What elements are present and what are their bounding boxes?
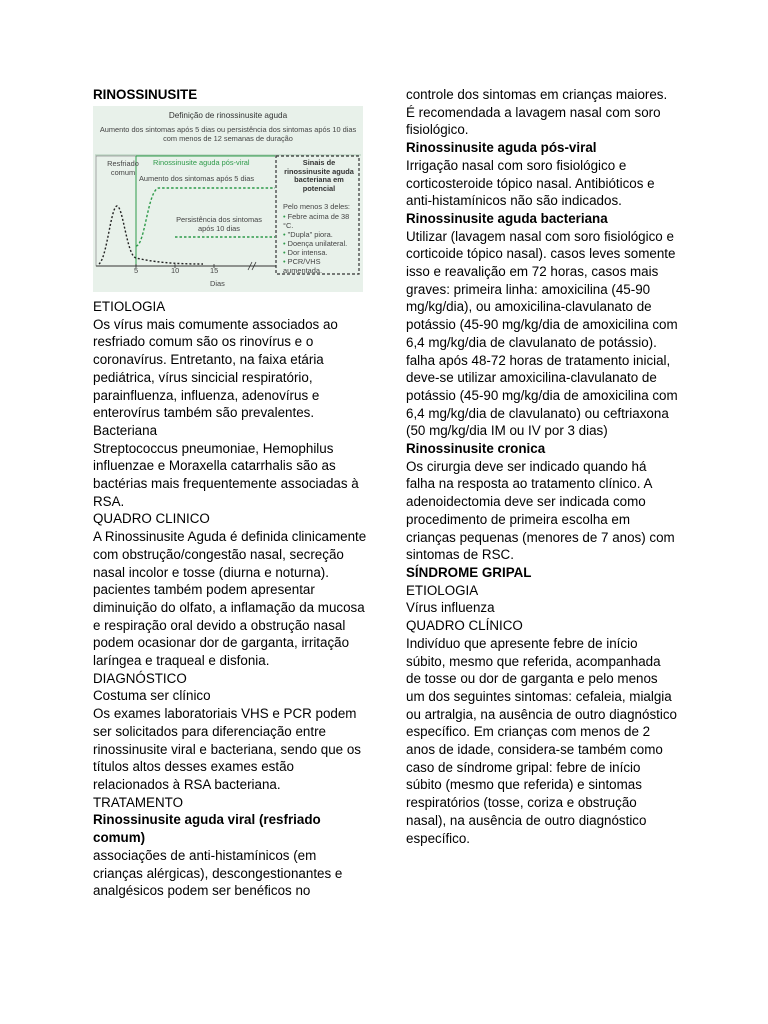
- sinais-item: • Doença unilateral.: [283, 238, 348, 248]
- left-column: [93, 86, 368, 900]
- right-column: [406, 86, 678, 847]
- paragraph: pacientes também podem apresentar diminuição do olfato, a inflamação da mucosa e respiração oral devido a obstrução nasal podem ocasionar dor de garganta, irritação laríngea e traqueal e disfonia.: [93, 582, 365, 669]
- sinais-item: • Dor intensa.: [283, 247, 328, 257]
- subheading: Rinossinusite aguda bacteriana: [406, 210, 608, 226]
- tick-label-15: 15: [210, 266, 219, 275]
- paragraph: Costuma ser clínico: [93, 688, 211, 704]
- tick-label-5: 5: [134, 266, 139, 275]
- paragraph: controle dos sintomas em crianças maiores. É recomendada a lavagem nasal com soro fisiológico.: [406, 87, 668, 138]
- label-persistencia: Persistência dos sintomas após 10 dias: [176, 215, 262, 233]
- bullet-icon: •: [283, 247, 288, 257]
- paragraph: Os cirurgia deve ser indicado quando há falha na resposta ao tratamento clínico. A adenoidectomia deve ser indicada como procedimento de primeira escolha em crianças pequenas (menores de 7 anos) com sintomas de RSC.: [406, 458, 675, 563]
- left-text: [93, 298, 368, 900]
- bullet-icon: •: [283, 229, 288, 239]
- bullet-icon: •: [283, 256, 288, 266]
- paragraph: Indivíduo que apresente febre de início súbito, mesmo que referida, acompanhada de tosse ou dor de garganta e pelo menos um dos seguintes sintomas: cefaleia, mialgia ou artralgia, na ausência de outro diagnóstico específico. Em crianças com menos de 2 anos de idade, considera-se também como caso de síndrome gripal: febre de início súbito (mesmo que referida) e sintomas respiratórios (tosse, coriza e obstrução nasal), na ausência de outro diagnóstico específico.: [406, 635, 677, 846]
- bullet-icon: •: [283, 212, 288, 221]
- page-heading: RINOSSINUSITE: [93, 87, 198, 102]
- paragraph: TRATAMENTO: [93, 794, 184, 810]
- label-posviral: Rinossinusite aguda pós-viral: [153, 158, 250, 167]
- subheading: Rinossinusite cronica: [406, 441, 546, 457]
- figure-description: Aumento dos sintomas após 5 dias ou persistência dos sintomas após 10 dias com menos de 12 semanas de duração: [99, 125, 357, 143]
- paragraph: ETIOLOGIA: [406, 582, 479, 598]
- subheading: Rinossinusite aguda viral (resfriado comum): [93, 812, 321, 846]
- label-resfriado: Resfriado comum: [107, 159, 139, 177]
- paragraph: Vírus influenza: [406, 600, 495, 616]
- sinais-item: • "Dupla" piora.: [283, 229, 333, 239]
- sinais-list: [283, 213, 361, 276]
- sinais-item: • Febre acima de 38 °C.: [283, 212, 350, 230]
- paragraph: QUADRO CLINICO: [93, 511, 210, 527]
- bullet-icon: •: [283, 238, 288, 248]
- paragraph: Os vírus mais comumente associados ao resfriado comum são os rinovírus e o coronavírus. Entretanto, na faixa etária pediátrica, vírus sincicial respiratório, parainfluenza, influenza, adenovírus e enterovírus também são prevalentes.: [93, 316, 338, 421]
- paragraph: Bacteriana: [93, 422, 158, 438]
- figure-title: Definição de rinossinusite aguda: [168, 111, 288, 120]
- paragraph: A Rinossinusite Aguda é definida clinicamente com obstrução/congestão nasal, secreção nasal incolor e tosse (diurna e noturna).: [93, 529, 367, 580]
- label-pelo-menos: Pelo menos 3 deles:: [283, 202, 350, 211]
- paragraph: Streptococcus pneumoniae, Hemophilus influenzae e Moraxella catarrhalis são as bactérias mais frequentemente associadas à RSA.: [93, 440, 359, 509]
- paragraph: associações de anti-histamínicos (em crianças alérgicas), descongestionantes e analgésicos podem ser benéficos no: [93, 847, 343, 899]
- axis-label-dias: Dias: [210, 279, 225, 288]
- paragraph: DIAGNÓSTICO: [93, 670, 187, 686]
- paragraph: Os exames laboratoriais VHS e PCR podem ser solicitados para diferenciação entre rinossinusite viral e bacteriana, sendo que os títulos altos desses exames estão relacionados à RSA bacteriana.: [93, 706, 361, 792]
- tick-label-10: 10: [171, 266, 180, 275]
- section-heading: SÍNDROME GRIPAL: [406, 564, 532, 580]
- subheading: Rinossinusite aguda pós-viral: [406, 140, 597, 156]
- sinais-item: • PCR/VHS aumentada.: [283, 256, 323, 275]
- paragraph: QUADRO CLÍNICO: [406, 618, 523, 634]
- paragraph: Utilizar (lavagem nasal com soro fisiológico e corticoide tópico nasal). casos leves somente isso e reavalição em 72 horas, casos mais graves: primeira linha: amoxicilina (45-90 mg/kg/dia), ou amoxicilina-clavulanato de potássio (45-90 mg/kg/dia de amoxicilina com 6,4 mg/kg/dia de clavulanato de potássio). falha após 48-72 horas de tratamento inicial, deve-se utilizar amoxicilina-clavulanato de potássio (45-90 mg/kg/dia de amoxicilina com 6,4 mg/kg/dia de clavulanato) ou ceftriaxona (50 mg/kg/dia IM ou IV por 3 dias): [406, 228, 678, 439]
- label-sinais: Sinais de rinossinusite aguda bacteriana em potencial: [284, 158, 354, 193]
- paragraph: ETIOLOGIA: [93, 299, 166, 314]
- rhinosinusitis-figure: [93, 106, 363, 292]
- paragraph: Irrigação nasal com soro fisiológico e corticosteroide tópico nasal. Antibióticos e anti-histamínicos não são indicados.: [406, 157, 655, 209]
- label-aumento: Aumento dos sintomas após 5 dias: [139, 174, 255, 183]
